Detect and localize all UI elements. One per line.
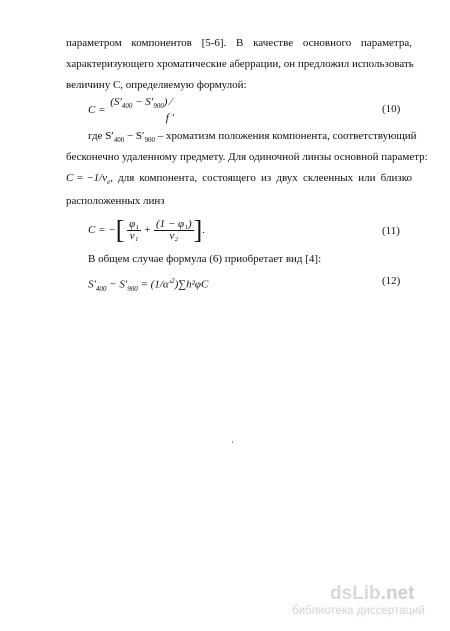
equation-12 [88, 275, 208, 296]
equation-11 [88, 216, 205, 244]
eq11-end: . [202, 224, 206, 236]
eq11-num1: φ₁ [129, 217, 140, 230]
eq10-num-open: (S′ [110, 96, 122, 109]
word: состоящего [202, 172, 256, 184]
p2-lead: где S′ [88, 130, 114, 142]
eq10-number: (10) [382, 103, 401, 115]
eq11-lhs: C = − [88, 224, 116, 236]
eq10-denominator: f ′ [165, 111, 174, 124]
single-lens-line [66, 172, 412, 189]
eq12-lhs-a: S′ [88, 278, 96, 291]
eq10-fraction: $(S'_{400} - S'_{900})$ ⁄ f ′ [110, 96, 174, 124]
eq-single-formula [66, 172, 113, 189]
p2-sub2: 900 [144, 136, 155, 145]
paragraph3: В общем случае формула (6) приобретает вид [4]: [88, 253, 322, 265]
eq12-sup: 2 [171, 277, 175, 285]
word: основного [302, 37, 352, 49]
word: компонентов [131, 37, 192, 49]
eq11-num2: (1 − φ₁) [155, 217, 192, 230]
eq-single-lhs: C = −1/ν [66, 172, 108, 184]
word: параметра, [360, 37, 412, 49]
eq12-eq: = (1/α′ [137, 278, 172, 291]
eq12-lhs-b: − S′ [106, 278, 128, 291]
eq12-rhs: )∑h²φC [174, 278, 209, 291]
watermark-logo [330, 584, 425, 604]
eq10-sub2: 900 [153, 102, 164, 111]
word: качестве [253, 37, 294, 49]
p2-minus: − S′ [124, 130, 145, 142]
eq11-right-bracket: ] [193, 215, 203, 245]
eq12-sub2: 900 [127, 284, 138, 293]
word: параметром [66, 37, 122, 49]
eq11-left-bracket: [ [115, 215, 125, 245]
word: [5-6]. [201, 37, 227, 49]
paragraph1-line3: величину С, определяемую формулой: [66, 79, 247, 91]
word: для [118, 172, 135, 184]
word: , [110, 172, 113, 184]
eq10-minus: − S′ [132, 96, 154, 109]
word: или [358, 172, 376, 184]
eq11-number: (11) [382, 225, 400, 237]
eq11-den2: ν₂ [169, 229, 179, 242]
eq-single-sub: e [107, 178, 111, 187]
watermark [292, 583, 425, 618]
eq11-fraction1 [127, 219, 141, 242]
eq10-lhs: C = [88, 104, 106, 116]
word: близко [380, 172, 412, 184]
paragraph1-line2: характеризующего хроматические аберрации, он предложил использовать [66, 58, 414, 70]
p2-sub1: 400 [113, 136, 125, 145]
p2-rest: – хроматизм положения компонента, соответствующий [154, 130, 417, 142]
scan-speck [232, 441, 233, 443]
paragraph2-line1 [88, 130, 417, 147]
word: склеенных [302, 172, 354, 184]
word: из [261, 172, 272, 184]
paragraph2-line2: бесконечно удаленному предмету. Для одиночной линзы основной параметр: [66, 151, 428, 163]
paragraph1-line1 [66, 37, 412, 50]
eq10-sub1: 400 [121, 102, 133, 111]
eq10-num-close: ) [163, 96, 168, 109]
watermark-logo-main: dsLib [330, 583, 381, 604]
eq11-den1: ν₁ [129, 229, 139, 242]
word: В [236, 37, 244, 49]
eq11-plus: + [143, 224, 152, 236]
equation-10 [88, 97, 174, 124]
single-lens-line2: расположенных линз [66, 195, 165, 207]
word: компонента, [139, 172, 198, 184]
eq11-fraction2 [154, 219, 194, 242]
watermark-logo-tld: .net [380, 583, 415, 604]
eq12-sub1: 400 [95, 284, 107, 293]
eq12-number: (12) [382, 275, 401, 287]
word: двух [276, 172, 298, 184]
watermark-subtitle: библиотека диссертаций [292, 605, 425, 617]
